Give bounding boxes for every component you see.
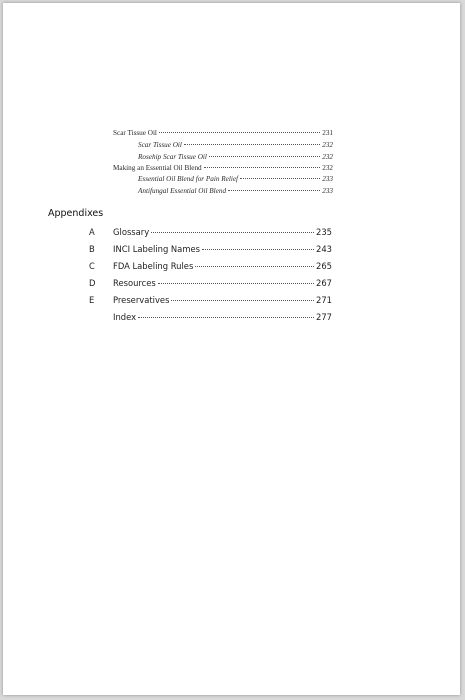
appendix-letter: E (89, 295, 95, 305)
dot-leader (138, 317, 314, 318)
dot-leader (159, 132, 320, 133)
toc-entry-title: Rosehip Scar Tissue Oil (138, 153, 207, 161)
dot-leader (209, 156, 320, 157)
appendix-title: INCI Labeling Names (113, 244, 200, 254)
appendix-entry[interactable] (113, 312, 332, 322)
appendix-title: Resources (113, 278, 156, 288)
appendix-letter: D (89, 278, 96, 288)
toc-entry-page: 233 (322, 187, 333, 195)
dot-leader (195, 266, 314, 267)
appendix-title: Preservatives (113, 295, 170, 305)
toc-entry-title: Scar Tissue Oil (113, 129, 157, 137)
dot-leader (184, 144, 320, 145)
appendixes-heading: Appendixes (48, 208, 104, 219)
toc-entry (138, 153, 333, 161)
document-page (3, 3, 460, 695)
dot-leader (202, 249, 314, 250)
toc-entry (138, 175, 333, 183)
appendix-entry[interactable] (113, 227, 332, 237)
appendix-entry[interactable] (113, 244, 332, 254)
toc-entry-page: 233 (322, 175, 333, 183)
appendix-page: 267 (316, 278, 332, 288)
dot-leader (171, 300, 314, 301)
toc-entry-page: 232 (322, 153, 333, 161)
appendix-title: Glossary (113, 227, 150, 237)
toc-entry-page: 232 (322, 141, 333, 149)
appendix-letter: A (89, 227, 95, 237)
appendix-letter: B (89, 244, 95, 254)
appendix-entry[interactable] (113, 278, 332, 288)
toc-entry-title: Antifungal Essential Oil Blend (138, 187, 227, 195)
appendix-page: 265 (316, 261, 332, 271)
appendix-entry[interactable] (113, 295, 332, 305)
dot-leader (228, 190, 320, 191)
toc-entry-page: 232 (322, 164, 333, 172)
dot-leader (204, 167, 321, 168)
toc-entry (113, 129, 333, 137)
appendix-entry[interactable] (113, 261, 332, 271)
toc-entry (138, 141, 333, 149)
toc-entry-title: Making an Essential Oil Blend (113, 164, 202, 172)
appendix-title: FDA Labeling Rules (113, 261, 194, 271)
appendix-letter: C (89, 261, 95, 271)
toc-entry (113, 164, 333, 172)
appendix-page: 235 (316, 227, 332, 237)
toc-entry-title: Scar Tissue Oil (138, 141, 182, 149)
dot-leader (158, 283, 314, 284)
toc-entry-page: 231 (322, 129, 333, 137)
appendix-page: 243 (316, 244, 332, 254)
appendix-page: 277 (316, 312, 332, 322)
toc-entry-title: Essential Oil Blend for Pain Relief (138, 175, 239, 183)
appendix-title: Index (113, 312, 137, 322)
appendix-page: 271 (316, 295, 332, 305)
dot-leader (240, 178, 320, 179)
dot-leader (151, 232, 314, 233)
toc-entry (138, 187, 333, 195)
